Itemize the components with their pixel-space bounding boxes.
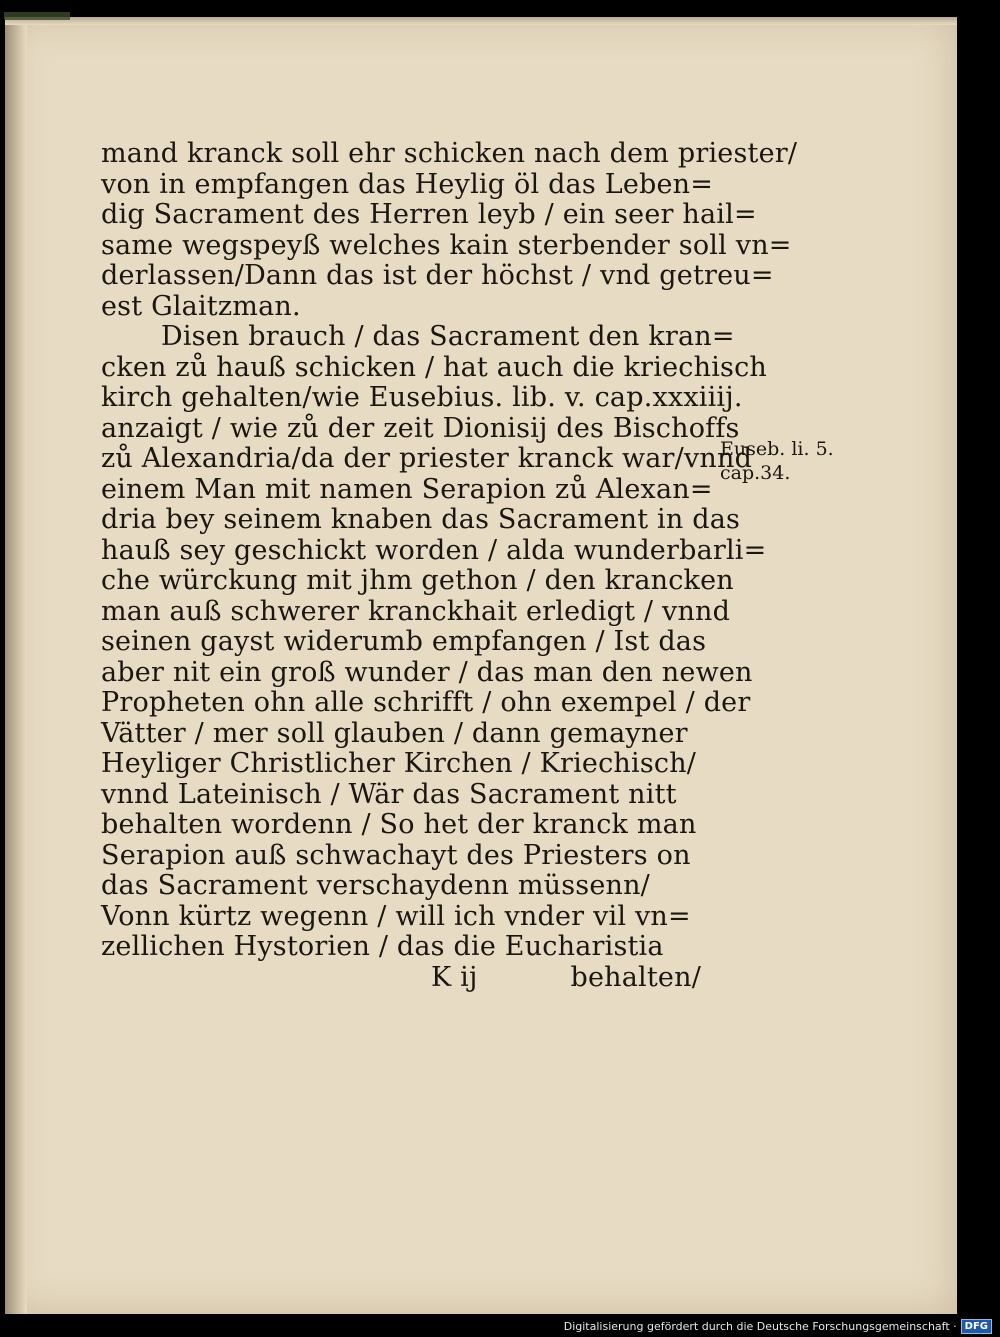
text-line: mand kranck soll ehr schicken nach dem priester/ — [101, 138, 798, 169]
signature-mark: K ij — [431, 961, 478, 993]
text-line: cken zů hauß schicken / hat auch die kriechisch — [101, 351, 768, 383]
page-top-edge — [5, 17, 957, 25]
text-line: Vonn kürtz wegenn / will ich vnder vil vn= — [101, 900, 691, 932]
text-line: von in empfangen das Heylig öl das Leben= — [101, 168, 714, 200]
margin-note-line: Euseb. li. 5. — [720, 438, 834, 460]
text-line: vnnd Lateinisch / Wär das Sacrament nitt — [101, 778, 677, 810]
text-line: zellichen Hystorien / das die Eucharistia — [101, 931, 664, 962]
text-line: zů Alexandria/da der priester kranck war/vnnd — [101, 443, 753, 474]
text-line: seinen gayst widerumb empfangen / Ist das — [101, 626, 707, 657]
text-line: che würckung mit jhm gethon / den krancken — [101, 565, 734, 596]
text-line: Serapion auß schwachayt des Priesters on — [101, 839, 691, 871]
binding-gutter — [5, 17, 27, 1314]
dfg-logo-icon: DFG — [961, 1319, 992, 1334]
catchword: behalten/ — [570, 961, 701, 993]
text-line: kirch gehalten/wie Eusebius. lib. v. cap.xxxiiij. — [101, 382, 743, 413]
text-line: einem Man mit namen Serapion zů Alexan= — [101, 473, 713, 505]
text-line: man auß schwerer kranckhait erledigt / vnnd — [101, 595, 731, 627]
margin-note — [720, 437, 834, 485]
text-line: Propheten ohn alle schrifft / ohn exempel / der — [101, 687, 751, 718]
text-line: Heyliger Christlicher Kirchen / Kriechisch/ — [101, 748, 697, 779]
text-line: derlassen/Dann das ist der höchst / vnd getreu= — [101, 260, 774, 291]
text-line: est Glaitzman. — [101, 290, 301, 322]
margin-note-line: cap.34. — [720, 462, 791, 484]
text-line: Vätter / mer soll glauben / dann gemayner — [101, 717, 688, 749]
text-line: same wegspeyß welches kain sterbender soll vn= — [101, 229, 792, 261]
text-line: dria bey seinem knaben das Sacrament in das — [101, 504, 741, 535]
text-line: aber nit ein groß wunder / das man den newen — [101, 656, 753, 688]
page-tab-marker — [4, 12, 70, 20]
text-line: dig Sacrament des Herren leyb / ein seer hail= — [101, 199, 757, 230]
text-line: anzaigt / wie zů der zeit Dionisij des Bischoffs — [101, 412, 740, 444]
text-line: das Sacrament verschaydenn müssenn/ — [101, 870, 650, 901]
book-page — [5, 17, 957, 1314]
text-line: Disen brauch / das Sacrament den kran= — [161, 321, 735, 352]
text-line: hauß sey geschickt worden / alda wunderbarli= — [101, 534, 767, 566]
signature-line — [101, 963, 701, 994]
digitization-footer — [564, 1317, 992, 1335]
footer-text: Digitalisierung gefördert durch die Deutsche Forschungsgemeinschaft · — [563, 1319, 957, 1333]
text-line: behalten wordenn / So het der kranck man — [101, 809, 697, 840]
